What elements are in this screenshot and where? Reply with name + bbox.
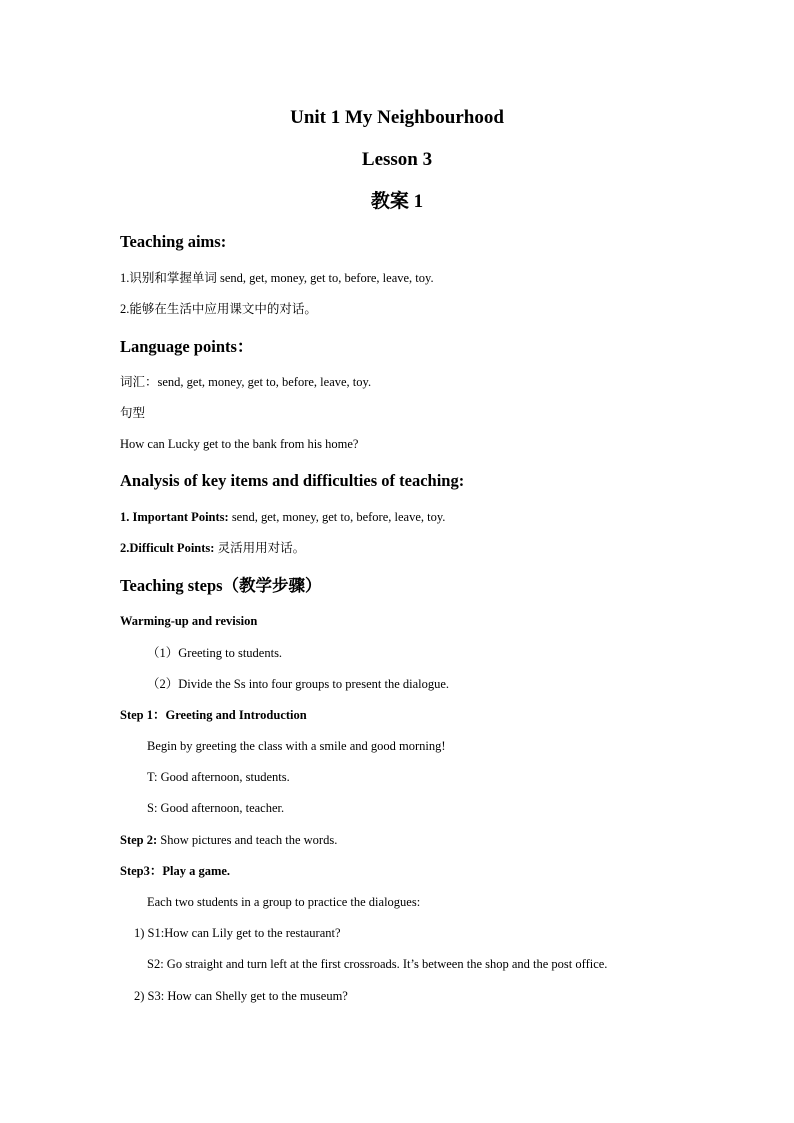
aim-item-1: 1.识别和掌握单词 send, get, money, get to, before, leave, toy. (120, 271, 434, 285)
teaching-steps-heading: Teaching steps（教学步骤） (120, 576, 322, 595)
warmup-heading: Warming-up and revision (120, 614, 258, 628)
step-1-line-1: Begin by greeting the class with a smile and good morning! (147, 739, 446, 753)
warmup-item-1: （1）Greeting to students. (147, 646, 283, 660)
sentence-pattern-label: 句型 (120, 406, 146, 420)
analysis-heading: Analysis of key items and difficulties of teaching: (120, 471, 465, 490)
language-points-heading: Language points： (120, 337, 254, 356)
important-points-line (120, 509, 445, 525)
step-1-line-2: T: Good afternoon, students. (147, 770, 290, 784)
step-1-heading: Step 1：Greeting and Introduction (120, 708, 307, 722)
important-points-label: 1. Important Points: (120, 510, 229, 524)
step-1-line-3: S: Good afternoon, teacher. (147, 801, 285, 815)
difficult-points-label: 2.Difficult Points: (120, 541, 215, 555)
step-3-line-4: 2) S3: How can Shelly get to the museum? (134, 989, 348, 1003)
lesson-title: Lesson 3 (361, 149, 433, 170)
step-3-line-1: Each two students in a group to practice the dialogues: (147, 895, 421, 909)
unit-title: Unit 1 My Neighbourhood (290, 107, 504, 128)
step-3-line-3: S2: Go straight and turn left at the first crossroads. It’s between the shop and the post office. (147, 957, 608, 971)
step-3-heading: Step3：Play a game. (120, 864, 231, 878)
step-2-line (120, 832, 337, 848)
lesson-plan-title: 教案 1 (370, 191, 424, 212)
vocabulary-line: 词汇：send, get, money, get to, before, leave, toy. (120, 375, 372, 389)
aim-item-2: 2.能够在生活中应用课文中的对话。 (120, 302, 317, 316)
teaching-aims-heading: Teaching aims: (120, 232, 227, 251)
important-points-text: send, get, money, get to, before, leave, toy. (228, 510, 446, 524)
step-2-text: Show pictures and teach the words. (157, 833, 338, 847)
step-2-label: Step 2: (120, 833, 158, 847)
sentence-pattern: How can Lucky get to the bank from his home? (120, 437, 359, 451)
difficult-points-line (120, 540, 305, 556)
step-3-line-2: 1) S1:How can Lily get to the restaurant? (134, 926, 341, 940)
warmup-item-2: （2）Divide the Ss into four groups to present the dialogue. (147, 677, 450, 691)
difficult-points-text: 灵活用用对话。 (214, 541, 306, 555)
